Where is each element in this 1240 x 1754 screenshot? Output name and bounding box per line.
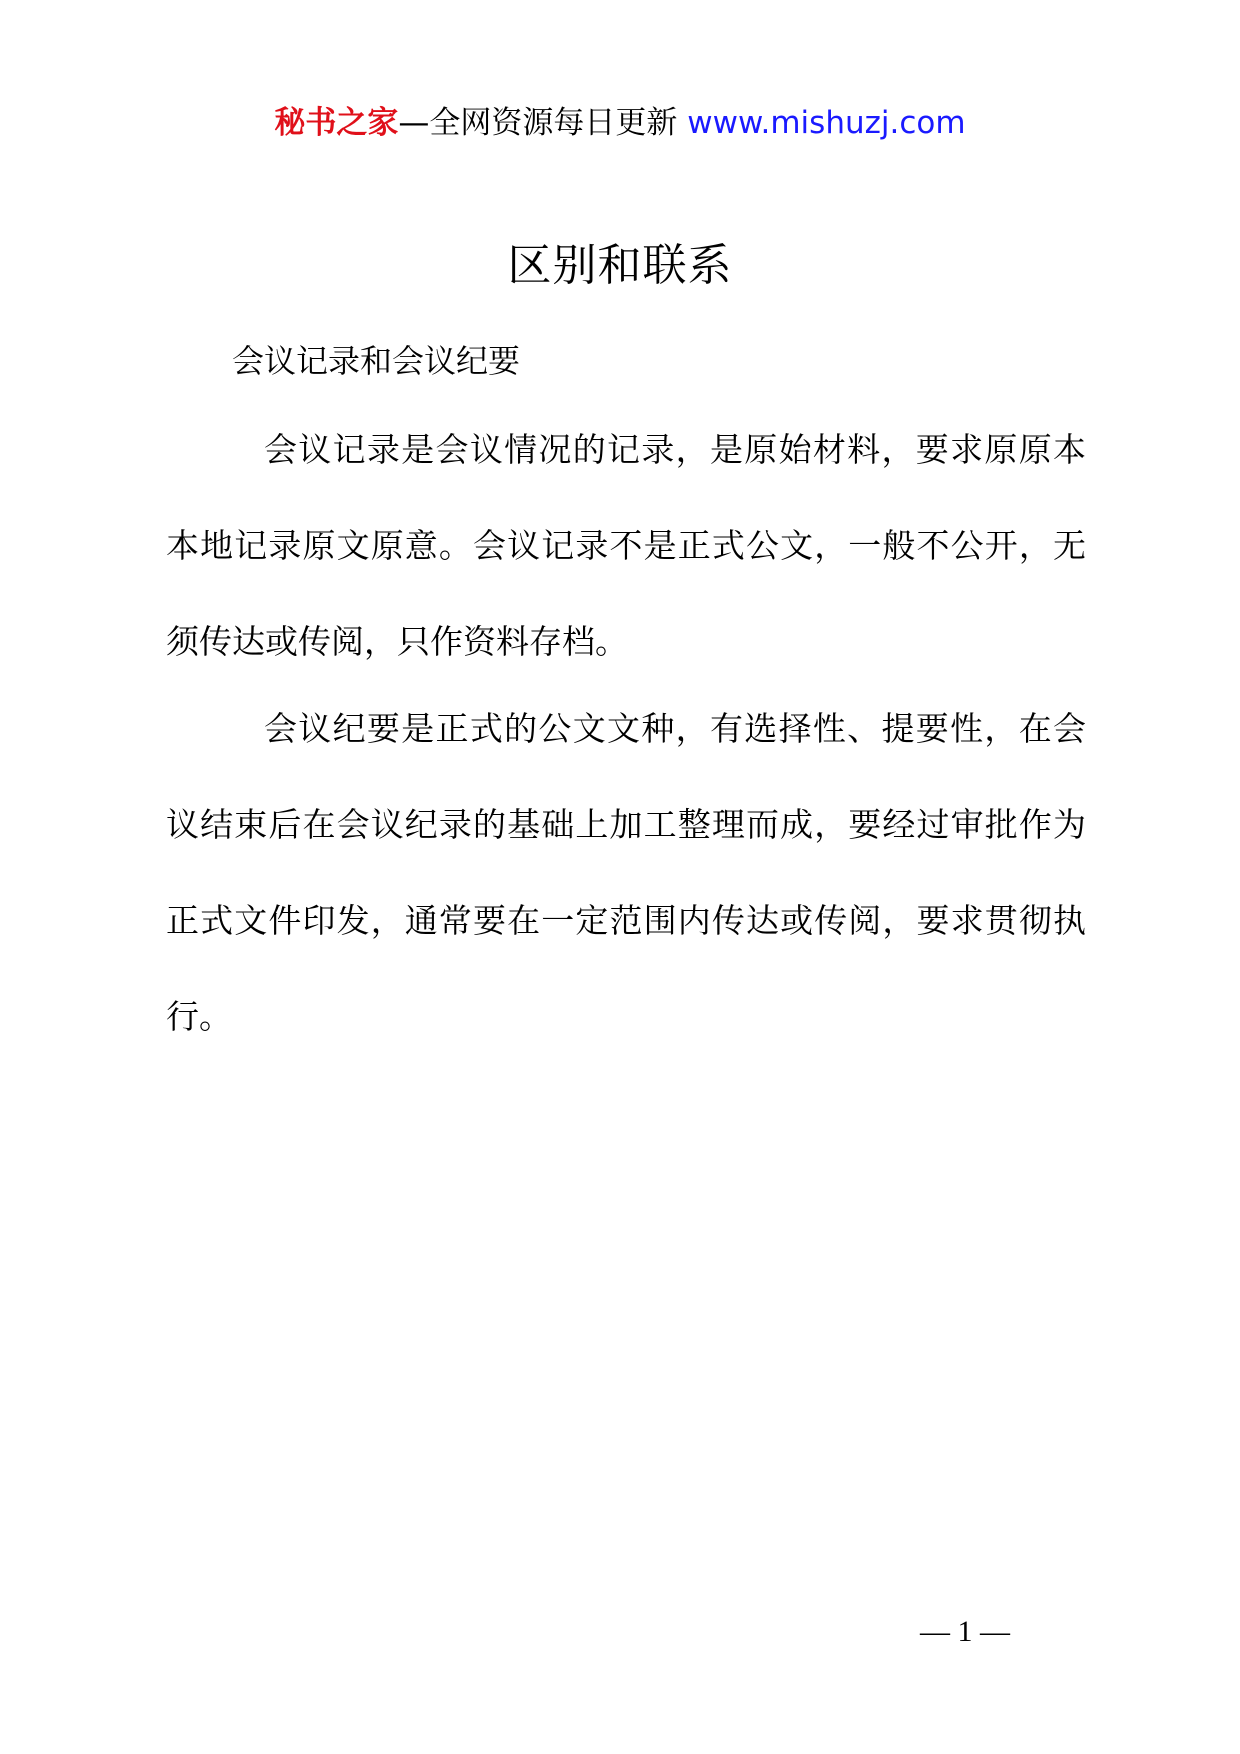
paragraph-meeting-record: 会议记录是会议情况的记录，是原始材料，要求原原本本地记录原文原意。会议记录不是正式公文，一般不公开，无须传达或传阅，只作资料存档。	[166, 430, 1086, 661]
document-subtitle: 会议记录和会议纪要	[232, 342, 521, 380]
brand-name: 秘书之家	[274, 105, 399, 141]
page-number: — 1 —	[920, 1615, 1010, 1648]
document-title: 区别和联系	[507, 240, 733, 291]
paragraph-meeting-minutes: 会议纪要是正式的公文文种，有选择性、提要性，在会议结束后在会议纪录的基础上加工整理而成，要经过审批作为正式文件印发，通常要在一定范围内传达或传阅，要求贯彻执行。	[166, 709, 1086, 1036]
header-tagline: —全网资源每日更新	[398, 105, 688, 141]
site-url: www.mishuzj.com	[687, 105, 966, 141]
site-header	[0, 98, 1240, 148]
